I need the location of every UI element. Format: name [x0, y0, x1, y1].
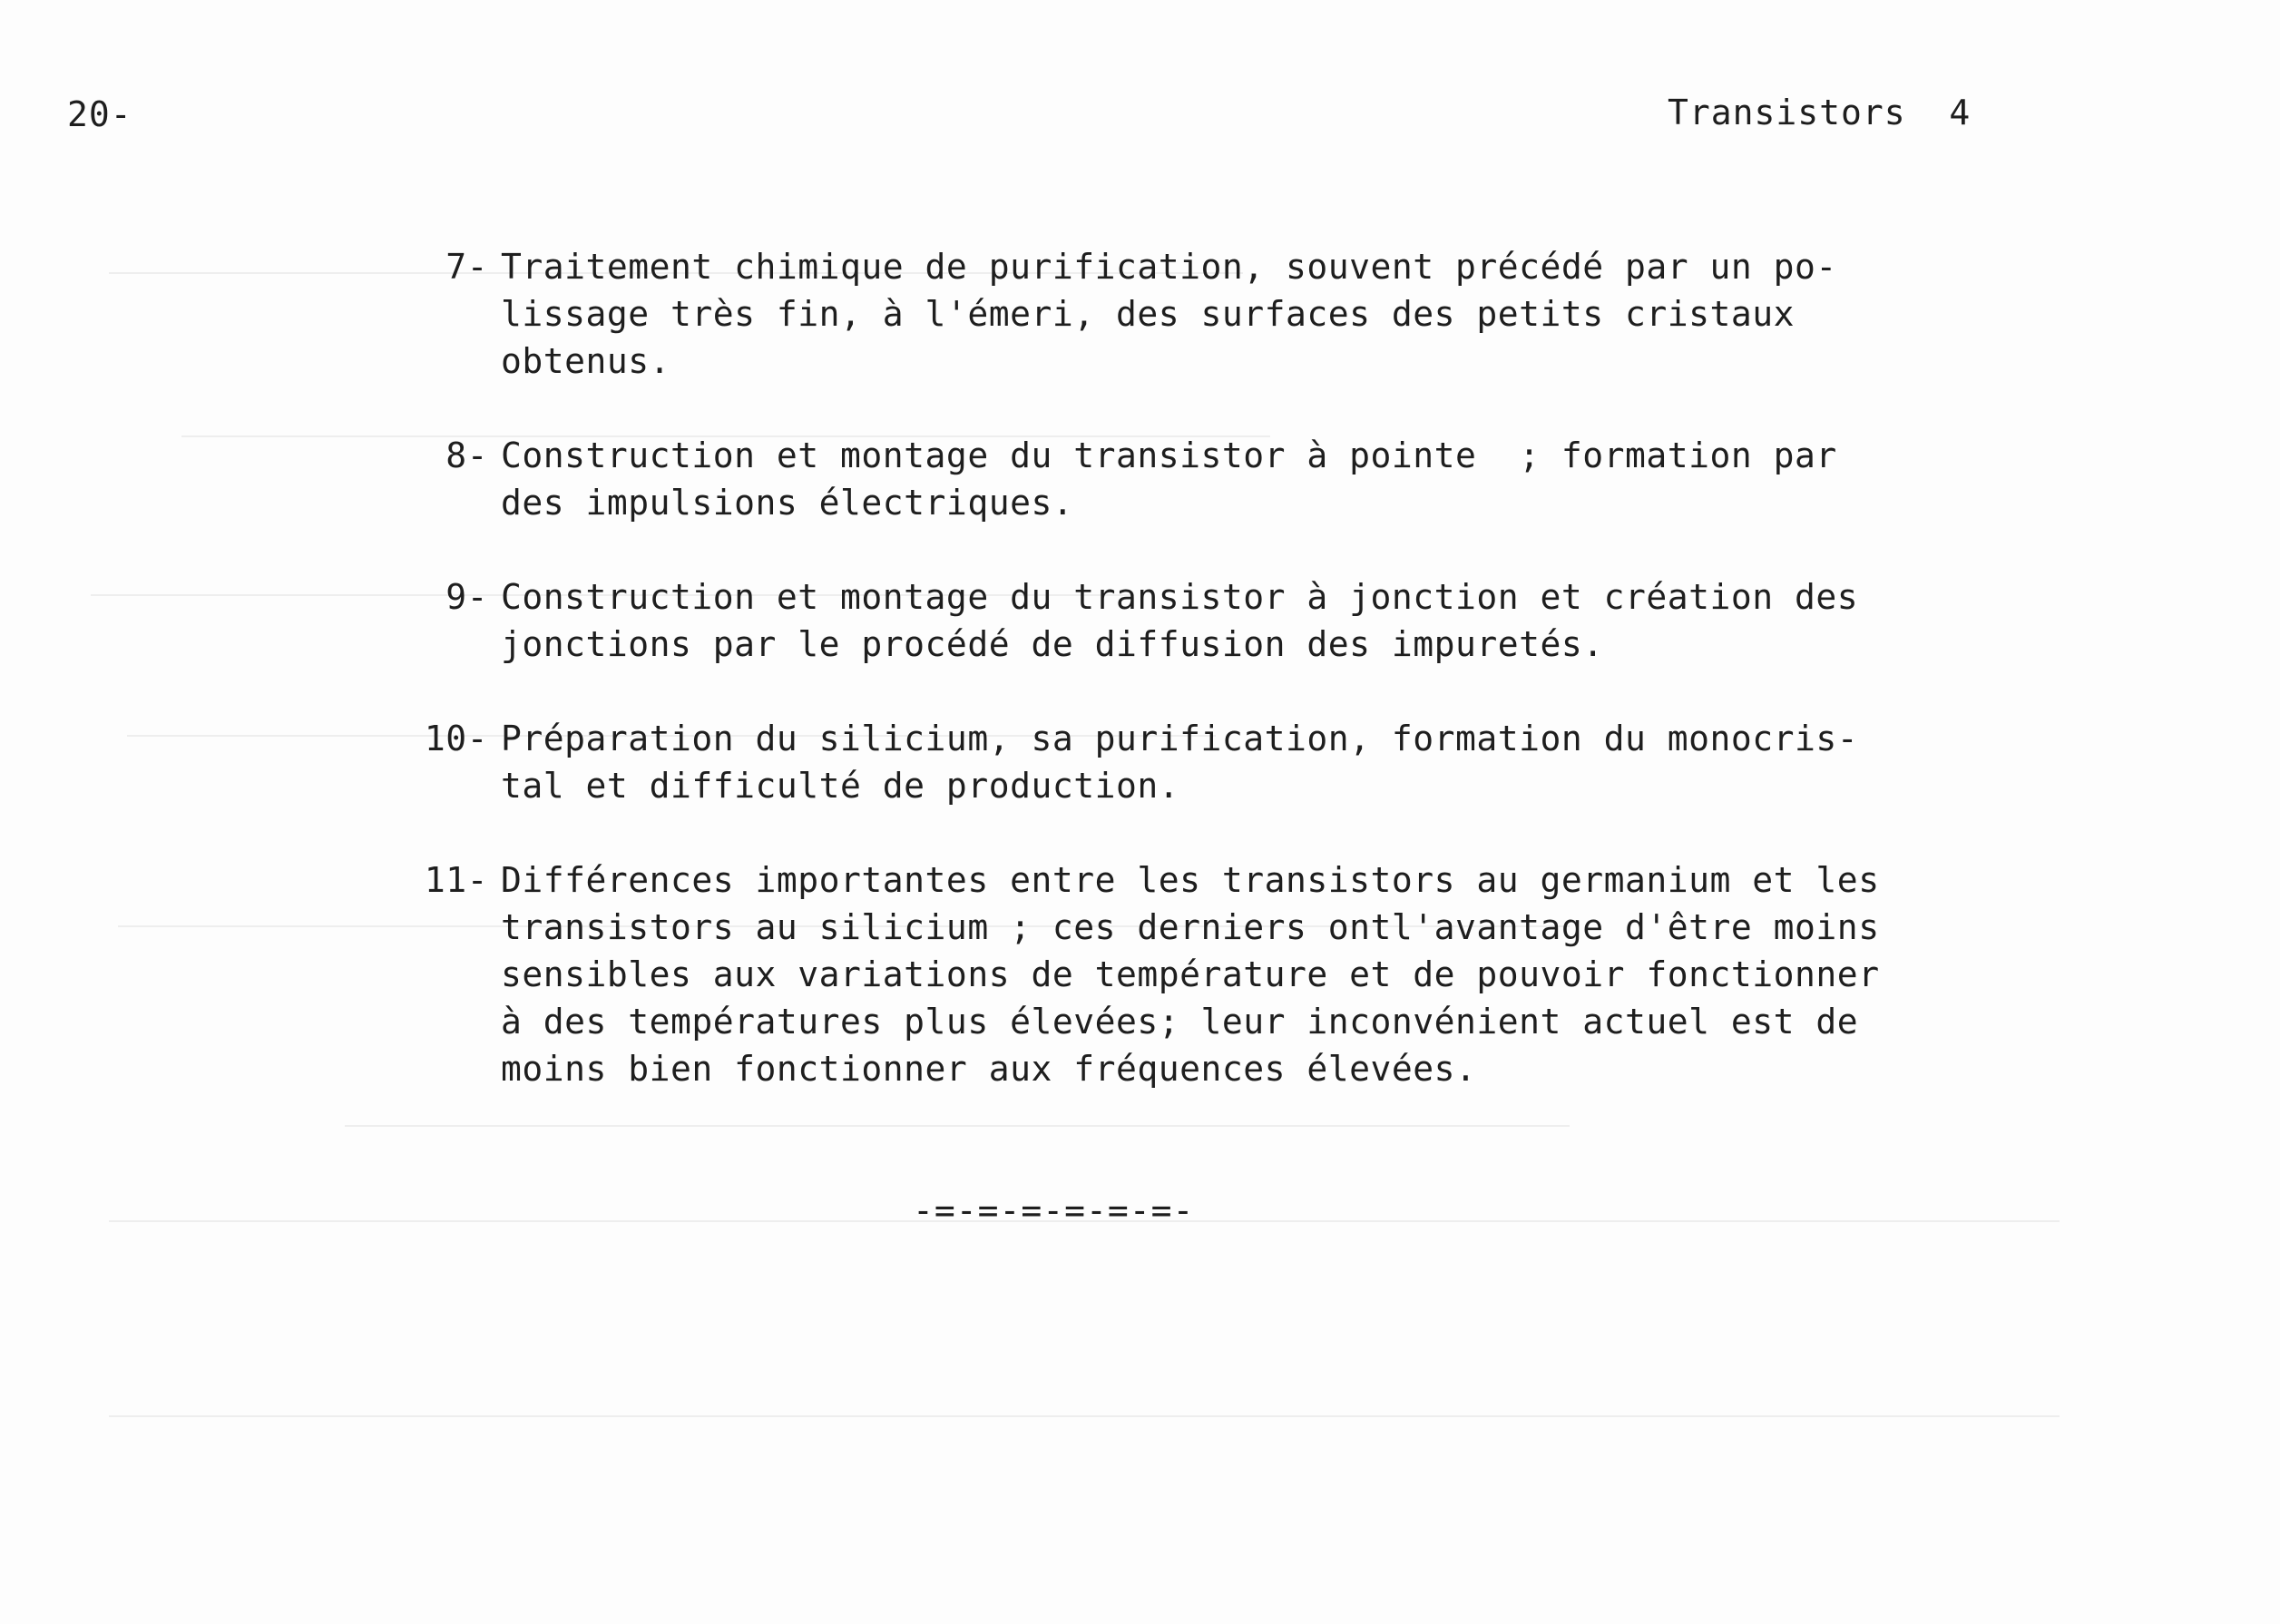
show-through-line	[345, 1125, 1570, 1127]
running-title: Transistors 4	[1668, 93, 1972, 132]
item-text	[501, 856, 1880, 1092]
item-number: 7-	[445, 247, 488, 287]
item-text	[501, 243, 1837, 385]
item-text-line: lissage très fin, à l'émeri, des surfaces des petits cristaux	[501, 294, 1796, 334]
item-text-line: des impulsions électriques.	[501, 483, 1074, 523]
item-number: 10-	[424, 719, 488, 758]
item-number: 8-	[445, 435, 488, 475]
item-text-line: Traitement chimique de purification, souvent précédé par un po-	[501, 247, 1837, 287]
item-text-line: sensibles aux variations de température et de pouvoir fonctionner	[501, 954, 1880, 994]
list-item-11	[424, 856, 1880, 1092]
item-text-line: obtenus.	[501, 341, 671, 381]
item-number: 11-	[424, 860, 488, 900]
item-text	[501, 715, 1858, 809]
item-text-line: Différences importantes entre les transistors au germanium et les	[501, 860, 1880, 900]
show-through-line	[109, 1415, 2060, 1417]
list-item-7	[445, 243, 1837, 385]
item-text	[501, 432, 1837, 526]
list-item-9	[445, 573, 1859, 668]
item-text-line: Préparation du silicium, sa purification, formation du monocris-	[501, 719, 1859, 758]
item-text	[501, 573, 1858, 668]
item-text-line: moins bien fonctionner aux fréquences élevées.	[501, 1049, 1477, 1089]
item-text-line: Construction et montage du transistor à pointe ; formation par	[501, 435, 1837, 475]
item-text-line: transistors au silicium ; ces derniers ontl'avantage d'être moins	[501, 907, 1880, 947]
list-item-8	[445, 432, 1837, 526]
item-text-line: à des températures plus élevées; leur inconvénient actuel est de	[501, 1002, 1859, 1042]
section-separator: -=-=-=-=-=-=-	[913, 1190, 1195, 1230]
list-item-10	[424, 715, 1859, 809]
item-text-line: tal et difficulté de production.	[501, 766, 1180, 806]
item-text-line: Construction et montage du transistor à jonction et création des	[501, 577, 1859, 617]
item-text-line: jonctions par le procédé de diffusion des impuretés.	[501, 624, 1604, 664]
item-number: 9-	[445, 577, 488, 617]
page-number: 20-	[67, 94, 132, 134]
